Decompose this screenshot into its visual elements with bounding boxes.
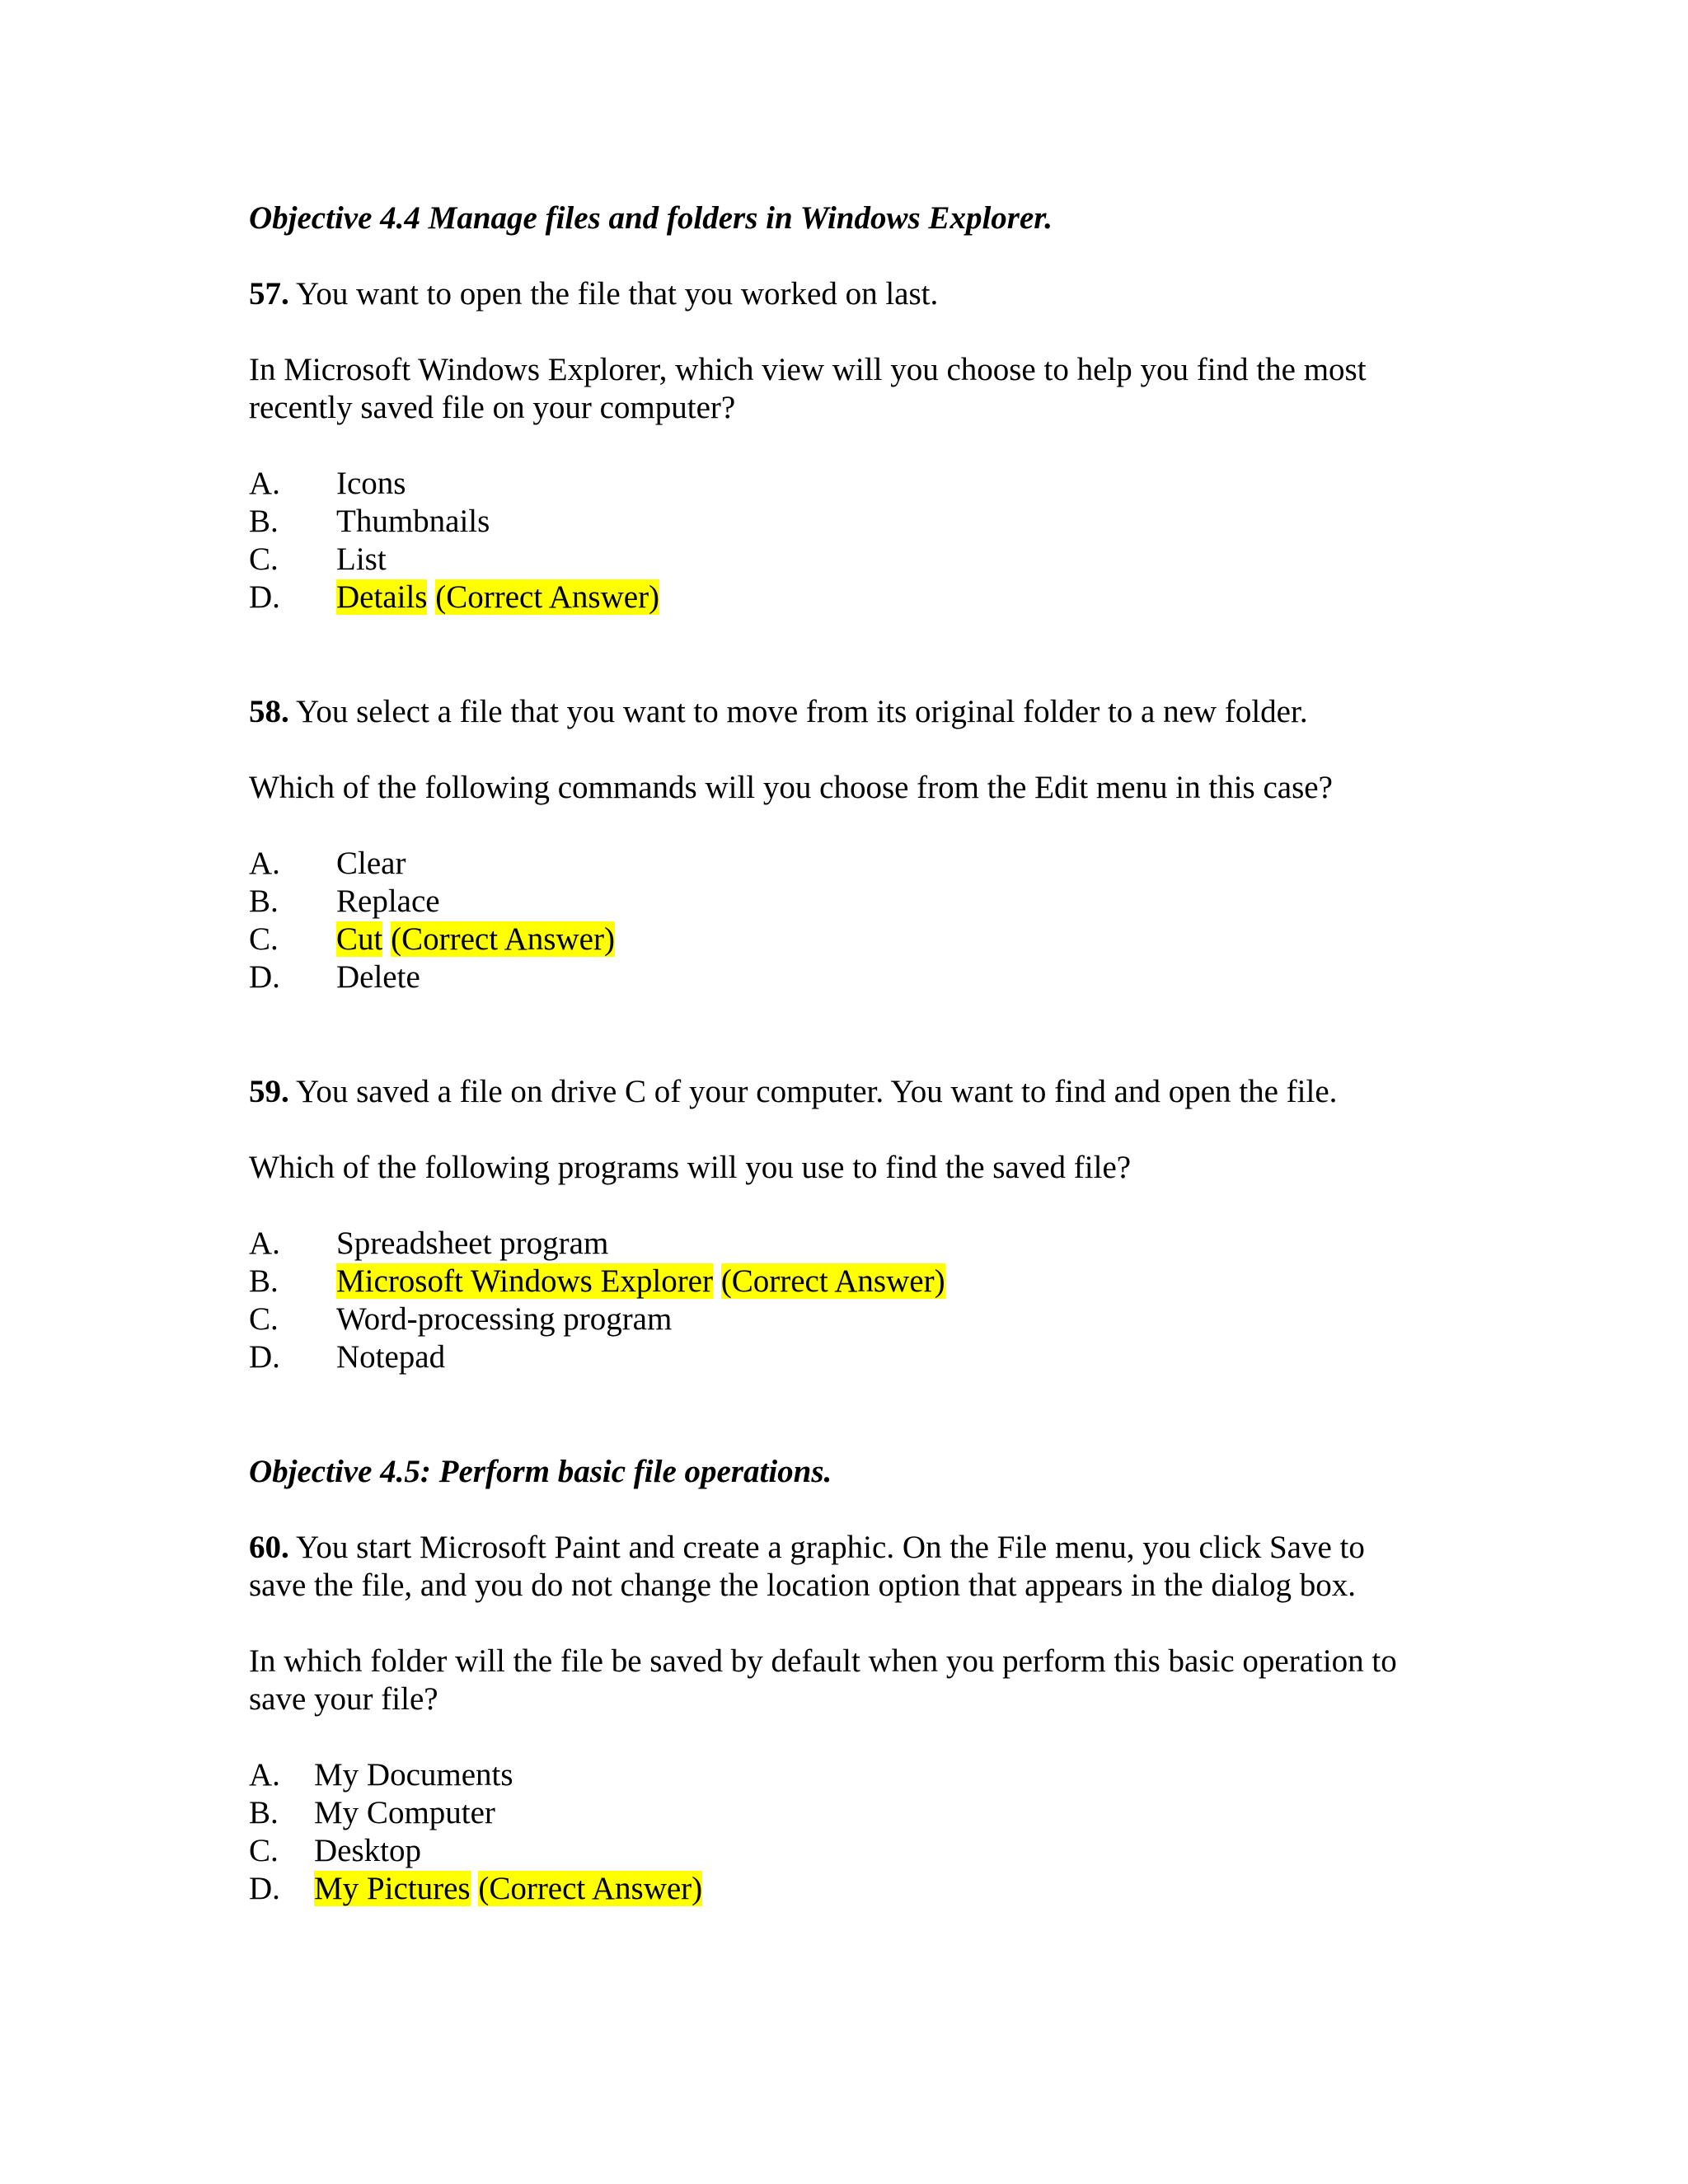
option-text: Word-processing program xyxy=(336,1301,673,1337)
objective-heading: Objective 4.5: Perform basic file operations. xyxy=(249,1454,832,1489)
option-letter: C. xyxy=(249,1833,279,1868)
question-stem-text: You want to open the file that you worked on last. xyxy=(288,276,939,312)
question-prompt-line: In which folder will the file be saved by default when you perform this basic operation to xyxy=(249,1643,1397,1679)
option-text: My Computer xyxy=(314,1795,495,1830)
question-prompt-line: Which of the following commands will you choose from the Edit menu in this case? xyxy=(249,770,1333,805)
option-letter: A. xyxy=(249,846,280,881)
option-text: My Documents xyxy=(314,1757,513,1793)
correct-answer-label: (Correct Answer) xyxy=(478,1871,703,1906)
option-letter: A. xyxy=(249,466,280,501)
objective-heading: Objective 4.4 Manage files and folders in Windows Explorer. xyxy=(249,200,1053,236)
option-text: Desktop xyxy=(314,1833,421,1868)
option-text-highlighted: My Pictures xyxy=(314,1871,471,1906)
question-stem-text: You select a file that you want to move from its original folder to a new folder. xyxy=(288,694,1308,729)
question-prompt-line: save your file? xyxy=(249,1681,438,1717)
option-letter: C. xyxy=(249,921,279,957)
correct-answer-label: (Correct Answer) xyxy=(391,921,615,957)
option-letter: D. xyxy=(249,1339,280,1375)
question-number: 58. xyxy=(249,694,289,729)
option-letter: B. xyxy=(249,883,279,919)
option-letter: C. xyxy=(249,1301,279,1337)
option-letter: A. xyxy=(249,1226,280,1261)
option-letter: B. xyxy=(249,1795,279,1830)
question-number: 57. xyxy=(249,276,289,312)
option-letter: B. xyxy=(249,1263,279,1299)
option-text: Icons xyxy=(336,466,406,501)
correct-answer-label: (Correct Answer) xyxy=(720,1263,945,1299)
question-stem xyxy=(249,1073,1337,1111)
question-stem xyxy=(249,275,938,313)
question-stem-text: You saved a file on drive C of your computer. You want to find and open the file. xyxy=(288,1074,1338,1109)
option-text: Spreadsheet program xyxy=(336,1226,609,1261)
question-stem-text: You start Microsoft Paint and create a graphic. On the File menu, you click Save to xyxy=(288,1530,1365,1565)
option-letter: D. xyxy=(249,579,280,615)
option-letter: A. xyxy=(249,1757,280,1793)
option-text: Replace xyxy=(336,883,440,919)
question-stem xyxy=(249,693,1308,731)
option-text: List xyxy=(336,541,387,577)
question-number: 59. xyxy=(249,1074,289,1109)
option-letter: C. xyxy=(249,541,279,577)
option-text: Delete xyxy=(336,959,420,995)
question-prompt-line: recently saved file on your computer? xyxy=(249,390,736,425)
option-text-highlighted: Details xyxy=(336,579,428,615)
question-stem xyxy=(249,1529,1365,1567)
option-letter: D. xyxy=(249,959,280,995)
option-text-highlighted: Cut xyxy=(336,921,383,957)
option-letter: D. xyxy=(249,1871,280,1906)
correct-answer-label: (Correct Answer) xyxy=(435,579,660,615)
option-text-highlighted: Microsoft Windows Explorer xyxy=(336,1263,713,1299)
option-text: Clear xyxy=(336,846,406,881)
option-text: Notepad xyxy=(336,1339,446,1375)
question-stem-line: save the file, and you do not change the location option that appears in the dialog box. xyxy=(249,1568,1356,1603)
question-prompt-line: Which of the following programs will you use to find the saved file? xyxy=(249,1150,1132,1185)
question-number: 60. xyxy=(249,1530,289,1565)
question-prompt-line: In Microsoft Windows Explorer, which view will you choose to help you find the most xyxy=(249,352,1367,387)
option-text: Thumbnails xyxy=(336,504,490,539)
option-letter: B. xyxy=(249,504,279,539)
